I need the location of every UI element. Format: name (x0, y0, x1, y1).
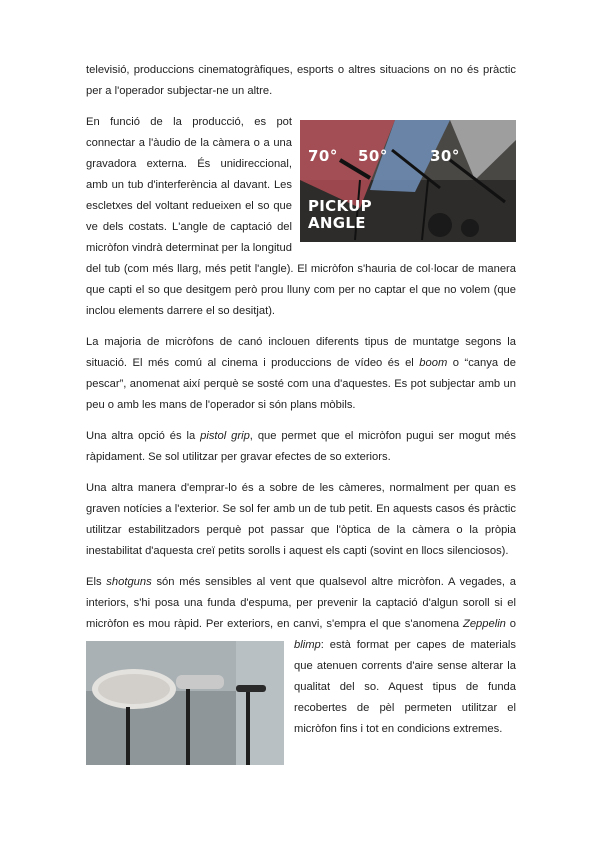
p4-text-a: Una altra opció és la (86, 430, 201, 442)
angle-50-label: 50° (358, 147, 388, 165)
pickup-caption-line2: ANGLE (308, 214, 366, 232)
paragraph-2-text: En funció de la producció, es pot connectar a l'àudio de la càmera o a una gravadora externa. És unidireccional, amb un tub d'interferència al davant. Les escletxes del voltant redueixen el so que ve dels costats. L'angle de captació del micròfon vindrà determinat per la longitud del tub (com més llarg, més petit l'angle). El micròfon s'hauria de col·locar de manera que capti el so que desitgem però prou lluny com per no captar el que no volem (que inclou elements darrere el so desitjat). (86, 116, 516, 317)
paragraph-3 (86, 332, 516, 416)
document-page (86, 60, 516, 769)
windshield-microphones-illustration (86, 641, 284, 765)
angle-70-label: 70° (308, 147, 338, 165)
p3-text-c: o “canya de pescar”, anomenat així perquè se sosté com una d'aquestes. Es pot subjectar amb un peu o amb les mans de l'operador si són plans mòbils. (86, 357, 516, 411)
p4-text-c: , que permet que el micròfon pugui ser mogut més ràpidament. Se sol utilitzar per gravar efectes de so exteriors. (86, 430, 516, 463)
paragraph-6 (86, 572, 516, 740)
pickup-angle-caption (308, 198, 372, 232)
p6-text-a: Els (86, 576, 107, 588)
paragraph-5: Una altra manera d'emprar-lo és a sobre de les càmeres, normalment per quan es graven notícies a l'exterior. Se sol fer amb un de tub petit. En aquests casos és pràctic utilitzar estabilitzadors perquè pot passar que l'òptica de la càmera o la pròpia inestabilitat d'aquesta creï petits sorolls i aquest els capti (sovint en llocs silenciosos). (86, 482, 516, 557)
p6-term-zeppelin: Zeppelin (462, 618, 506, 630)
p3-term-boom: boom (419, 357, 448, 369)
pickup-angle-figure (300, 120, 516, 242)
angle-30-label: 30° (430, 147, 460, 165)
p6-text-c: són més sensibles al vent que qualsevol altre micròfon. A vegades, a interiors, s'hi posa una funda d'espuma, per prevenir la captació d'algun soroll si el micròfon es mou ràpid. Per exteriors, en canvi, s'empra el que s'anomena (86, 576, 516, 630)
p6-text-e: o (505, 618, 516, 630)
p3-text-a: La majoria de micròfons de canó inclouen diferents tipus de muntatge segons la situació. El més comú al cinema i produccions de vídeo és el (86, 336, 516, 369)
p6-term-shotguns: shotguns (106, 576, 152, 588)
paragraph-4 (86, 426, 516, 468)
paragraph-1: televisió, produccions cinematogràfiques, esports o altres situacions on no és pràctic per a l'operador subjectar-ne un altre. (86, 64, 516, 97)
p6-term-blimp: blimp (294, 639, 321, 651)
windshield-photo (86, 641, 284, 765)
paragraph-2 (86, 112, 516, 322)
pickup-caption-line1: PICKUP (308, 197, 372, 215)
p4-term-pistol-grip: pistol grip (200, 430, 250, 442)
p6-text-g: : està format per capes de materials que atenuen corrents d'aire sense alterar la qualitat del so. Aquest tipus de funda recobertes de pèl permeten utilitzar el micròfon fins i tot en condicions extremes. (294, 639, 516, 735)
